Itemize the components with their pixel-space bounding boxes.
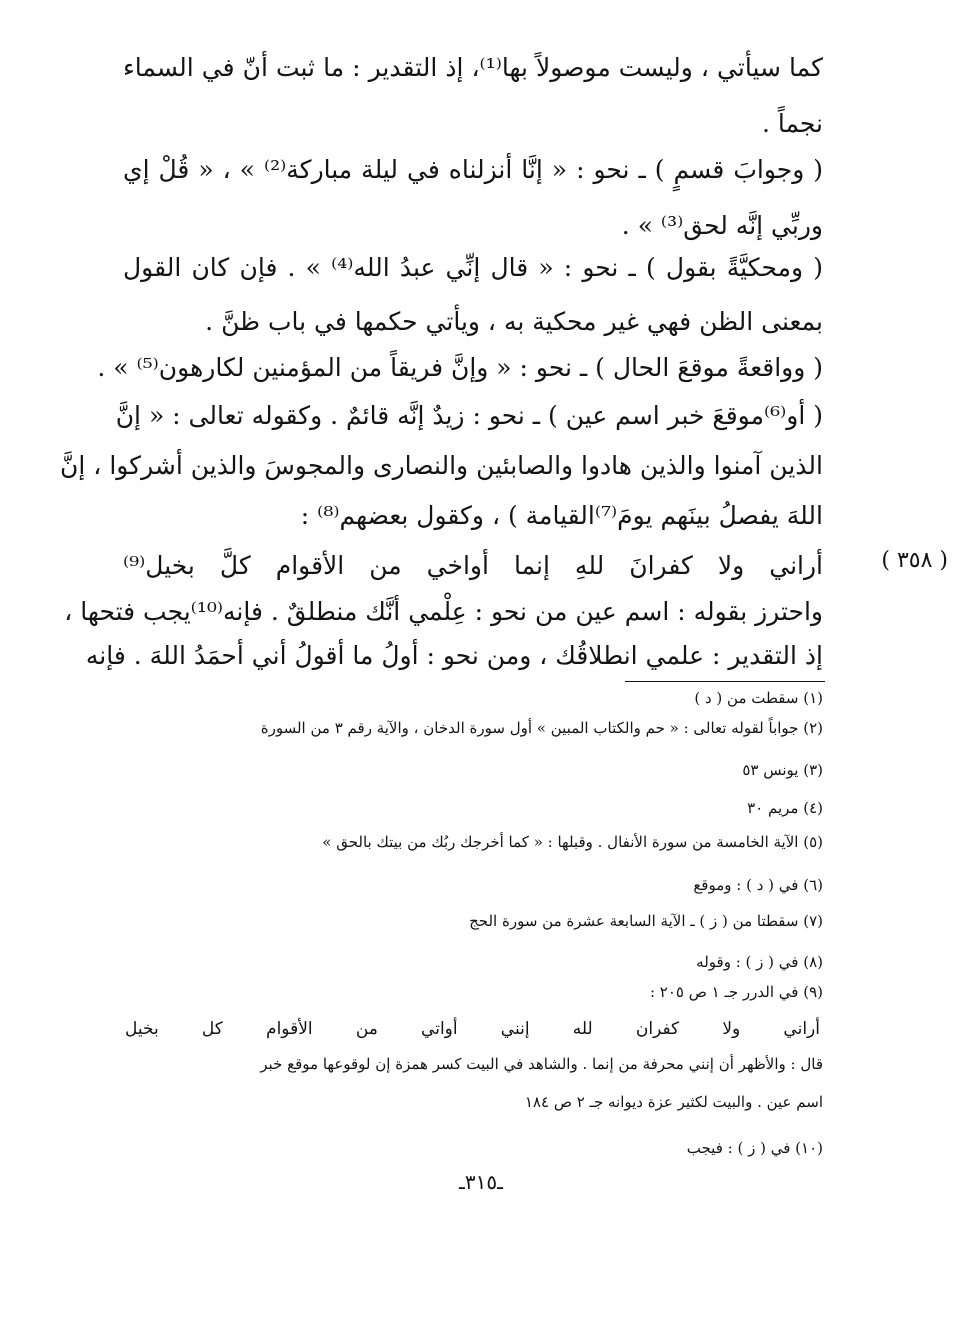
footnote: (٨) في ( ز ) : وقوله xyxy=(696,953,823,971)
footnote-verse: أراني ولا كفران لله إنني أواتي من الأقوام كل بخيل xyxy=(125,1019,820,1039)
footnote: اسم عين . والبيت لكثير عزة ديوانه جـ ٢ ص ١٨٤ xyxy=(524,1093,823,1111)
footnote: (٩) في الدرر جـ ١ ص ٢٠٥ : xyxy=(649,983,823,1001)
footnote: (٢) جواباً لقوله تعالى : « حم والكتاب المبين » أول سورة الدخان ، والآية رقم ٣ من السورة xyxy=(260,719,823,737)
main-text-line: اللهَ يفصلُ بينَهم يومَ⁽⁷⁾القيامة ) ، وكقول بعضهم⁽⁸⁾ : xyxy=(300,501,823,530)
main-text-line: الذين آمنوا والذين هادوا والصابئين والنصارى والمجوسَ والذين أشركوا ، إنَّ xyxy=(60,451,823,480)
footnote: قال : والأظهر أن إنني محرفة من إنما . والشاهد في البيت كسر همزة إن لوقوعها موقع خبر xyxy=(260,1055,823,1073)
manuscript-folio-number: ( ٣٥٨ ) xyxy=(881,548,948,573)
main-text-line: بمعنى الظن فهي غير محكية به ، ويأتي حكمها في باب ظنَّ . xyxy=(205,307,823,336)
footnote: (٤) مريم ٣٠ xyxy=(747,799,823,817)
footnote: (٥) الآية الخامسة من سورة الأنفال . وقبلها : « كما أخرجك ربُك من بيتك بالحق » xyxy=(322,833,823,851)
main-text-line: كما سيأتي ، وليست موصولاً بها⁽¹⁾، إذ التقدير : ما ثبت أنّ في السماء xyxy=(123,53,823,82)
footnote: (٦) في ( د ) : وموقع xyxy=(693,876,823,894)
main-text-line: نجماً . xyxy=(761,109,823,138)
footnote-separator xyxy=(625,681,825,682)
main-text-line: ( أو⁽⁶⁾موقعَ خبر اسم عين ) ـ نحو : زيدٌ إنَّه قائمٌ . وكقوله تعالى : « إنَّ xyxy=(115,401,823,430)
main-text-line: ( ومحكيَّةً بقول ) ـ نحو : « قال إنِّي عبدُ الله⁽⁴⁾ » . فإن كان القول xyxy=(123,253,824,282)
footnote: (٣) يونس ٥٣ xyxy=(742,761,823,779)
footnote: (٧) سقطتا من ( ز ) ـ الآية السابعة عشرة من سورة الحج xyxy=(469,912,823,930)
verse-line: أراني ولا كفرانَ للهِ إنما أواخي من الأقوام كلَّ بخيل⁽⁹⁾ xyxy=(123,551,823,580)
main-text-line: وربِّي إنَّه لحق⁽³⁾ » . xyxy=(621,211,823,240)
footnote: (١٠) في ( ز ) : فيجب xyxy=(686,1139,823,1157)
footnote: (١) سقطت من ( د ) xyxy=(694,689,823,707)
main-text-line: ( وجوابَ قسمٍ ) ـ نحو : « إنَّا أنزلناه في ليلة مباركة⁽²⁾ » ، « قُلْ إي xyxy=(123,155,824,184)
main-text-line: ( وواقعةً موقعَ الحال ) ـ نحو : « وإنَّ فريقاً من المؤمنين لكارهون⁽⁵⁾ » . xyxy=(97,353,823,382)
main-text-line: إذ التقدير : علمي انطلاقُك ، ومن نحو : أولُ ما أقولُ أني أحمَدُ اللهَ . فإنه xyxy=(85,641,823,670)
main-text-line: واحترز بقوله : اسم عين من نحو : عِلْمي أنَّك منطلقٌ . فإنه⁽¹⁰⁾يجب فتحها ، xyxy=(64,597,823,626)
page-number: ـ٣١٥ـ xyxy=(459,1170,503,1194)
